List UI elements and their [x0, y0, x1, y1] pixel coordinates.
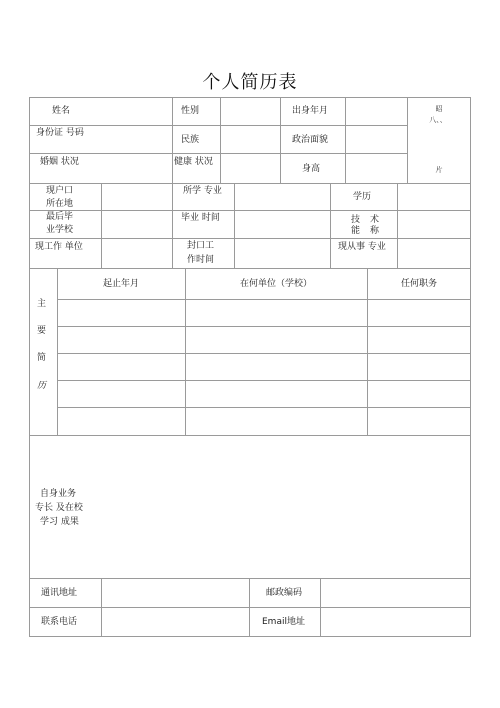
skill-title-char: 能	[351, 226, 361, 236]
row-divider	[57, 353, 471, 354]
col-divider	[172, 97, 173, 183]
email-label: Email地址	[262, 617, 305, 627]
education-label: 学历	[353, 192, 372, 202]
resume-form-table	[29, 97, 471, 637]
address-label: 通讯地址	[41, 588, 78, 598]
school-label-line2: 业学校	[46, 225, 74, 235]
column-header-employer: 在何单位（学校）	[239, 279, 312, 289]
col-divider	[320, 578, 321, 637]
row-divider	[29, 183, 471, 184]
achievements-label-line3: 学习 成果	[40, 517, 79, 527]
row-divider	[29, 125, 407, 126]
photo-label-mid: 八、、	[429, 116, 447, 124]
resume-side-char: 主	[37, 299, 47, 309]
seal-time-label-line2: 作时间	[187, 255, 215, 265]
row-divider	[29, 607, 471, 608]
height-label: 身高	[302, 164, 321, 174]
col-divider	[101, 578, 102, 637]
skill-title-char: 技	[351, 215, 361, 225]
major-label: 所学 专业	[183, 186, 222, 196]
row-divider	[29, 435, 471, 436]
column-header-position: 任何职务	[400, 279, 437, 289]
seal-time-label-line1: 封口工	[187, 241, 215, 251]
skill-title-char: 称	[370, 226, 380, 236]
photo-label-bottom: 片	[435, 166, 443, 174]
column-header-period: 起止年月	[102, 279, 139, 289]
row-divider	[29, 578, 471, 579]
row-divider	[29, 153, 407, 154]
col-divider	[407, 97, 408, 183]
col-divider	[57, 268, 58, 435]
col-divider	[345, 97, 346, 183]
col-divider	[280, 97, 281, 183]
col-divider	[234, 183, 235, 268]
skill-title-char: 术	[370, 215, 380, 225]
hukou-label-line2: 所在地	[46, 199, 74, 209]
marital-status-label: 婚姻 状况	[40, 157, 79, 167]
col-divider	[249, 578, 250, 637]
row-divider	[57, 407, 471, 408]
current-major-label: 现从事 专业	[338, 242, 386, 252]
phone-label: 联系电话	[41, 617, 78, 627]
ethnicity-label: 民族	[181, 135, 200, 145]
photo-label-top: 昭	[435, 105, 443, 113]
col-divider	[185, 268, 186, 435]
achievements-label-line1: 自身业务	[40, 489, 77, 499]
birth-date-label: 出身年月	[292, 106, 329, 116]
political-status-label: 政治面貌	[292, 135, 329, 145]
col-divider	[101, 183, 102, 268]
row-divider	[29, 210, 471, 211]
gender-label: 性别	[181, 106, 200, 116]
health-status-label: 健康 状况	[174, 157, 213, 167]
col-divider	[330, 183, 331, 268]
achievements-label-line2: 专长 及在校	[35, 503, 83, 513]
row-divider	[57, 380, 471, 381]
resume-side-char: 要	[37, 326, 47, 336]
col-divider	[367, 268, 368, 435]
row-divider	[29, 268, 471, 269]
school-label-line1: 最后毕	[46, 212, 74, 222]
id-number-label: 身份证 号码	[36, 128, 84, 138]
current-work-unit-label: 现工作 单位	[35, 242, 83, 252]
name-label: 姓名	[52, 106, 71, 116]
row-divider	[57, 299, 471, 300]
graduation-time-label: 毕业 时间	[181, 213, 220, 223]
row-divider	[29, 238, 471, 239]
form-title: 个人简历表	[202, 72, 298, 93]
postcode-label: 邮政编码	[266, 588, 303, 598]
resume-side-char: 历	[37, 381, 47, 391]
col-divider	[397, 183, 398, 268]
col-divider	[220, 97, 221, 183]
hukou-label-line1: 现户口	[46, 186, 74, 196]
col-divider	[172, 183, 173, 268]
row-divider	[57, 326, 471, 327]
resume-side-char: 简	[37, 353, 47, 363]
